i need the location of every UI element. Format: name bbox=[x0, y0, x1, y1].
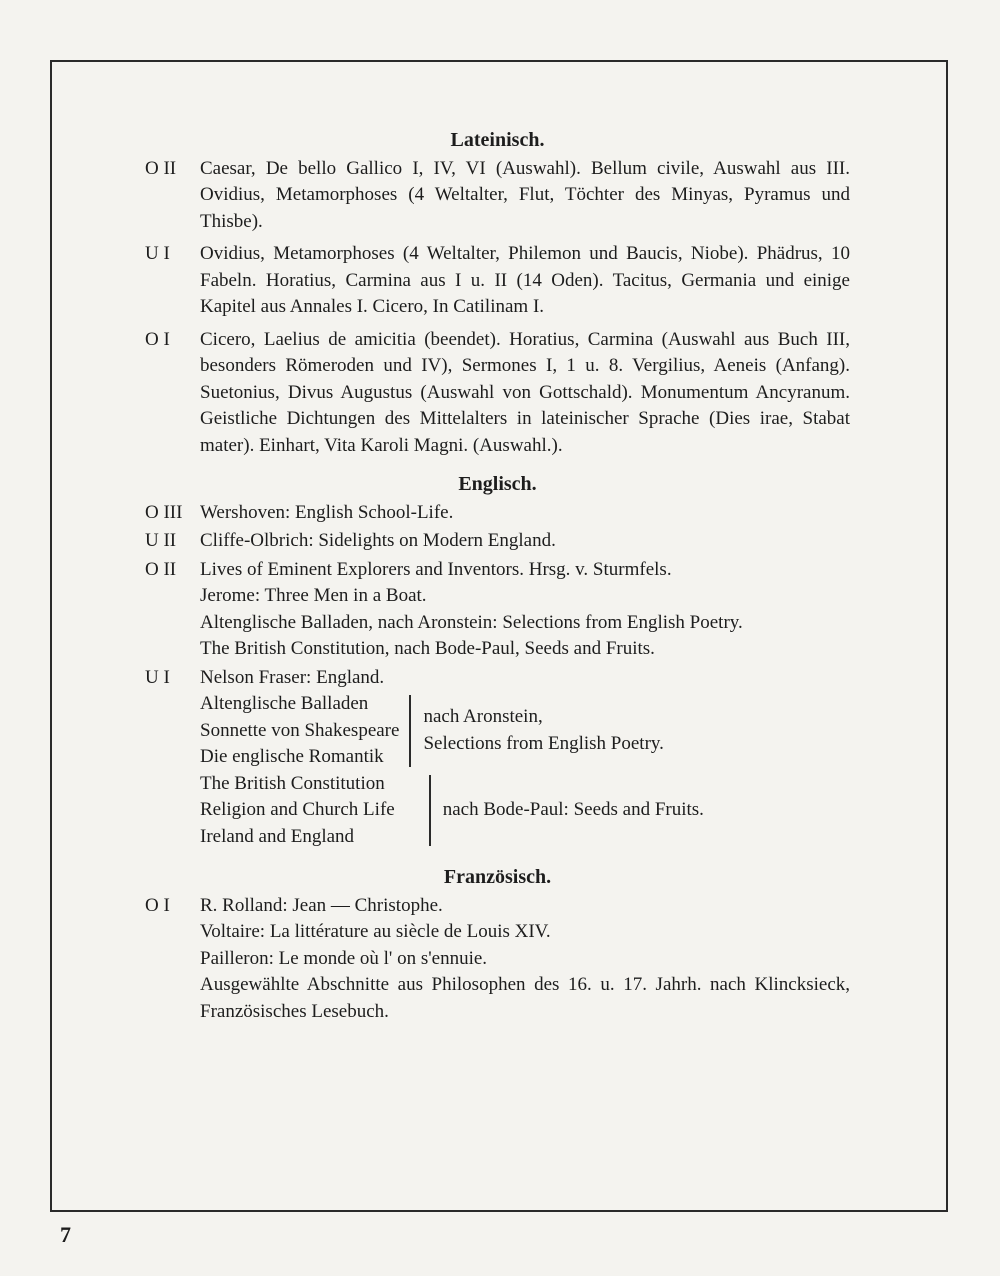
latin-entry-o2 bbox=[145, 156, 850, 236]
entry-line: Ausgewählte Abschnitte aus Philosophen des 16. u. 17. Jahrh. nach Klincksieck, Französisches Lesebuch. bbox=[200, 974, 850, 1022]
entry-line: R. Rolland: Jean — Christophe. bbox=[200, 894, 443, 916]
group-source: nach Bode-Paul: Seeds and Fruits. bbox=[442, 799, 704, 820]
entry-text: Caesar, De bello Gallico I, IV, VI (Auswahl). Bellum civile, Auswahl aus III. Ovidius, Metamorphoses (4 Weltalter, Flut, Töchter des Minyas, Pyramus und Thisbe). bbox=[200, 157, 850, 232]
form-label: O III bbox=[145, 501, 183, 523]
entry-line: Lives of Eminent Explorers and Inventors. Hrsg. v. Sturmfels. bbox=[200, 558, 672, 580]
entry-line: Altenglische Balladen, nach Aronstein: Selections from English Poetry. bbox=[200, 611, 743, 633]
heading-english: Englisch. bbox=[458, 473, 537, 495]
entry-text: Cicero, Laelius de amicitia (beendet). Horatius, Carmina (Auswahl aus Buch III, besonders Römeroden und IV), Sermones I, 1 u. 8. Vergilius, Aeneis (Anfang). Suetonius, Divus Augustus (Auswahl von Gottschald). Monumentum Ancyranum. Geistliche Dichtungen des Mittelalters in lateinischer Sprache (Dies irae, Stabat mater). Einhart, Vita Karoli Magni. (Auswahl.). bbox=[200, 328, 850, 456]
group-item: The British Constitution bbox=[200, 772, 385, 794]
brace-line bbox=[409, 695, 411, 767]
page-number: 7 bbox=[60, 1222, 71, 1247]
latin-entry-o1 bbox=[145, 327, 850, 460]
entry-line: Voltaire: La littérature au siècle de Louis XIV. bbox=[200, 921, 551, 942]
entry-line: Nelson Fraser: England. bbox=[200, 666, 385, 688]
group-source: nach Aronstein, bbox=[423, 706, 543, 728]
heading-latin: Lateinisch. bbox=[450, 129, 545, 151]
document-body bbox=[145, 127, 850, 1027]
entry-line: The British Constitution, nach Bode-Paul, Seeds and Fruits. bbox=[200, 638, 655, 659]
english-entry-u1 bbox=[145, 665, 850, 692]
form-label: O II bbox=[145, 558, 177, 580]
brace-line bbox=[429, 775, 431, 847]
group-item: Ireland and England bbox=[200, 825, 355, 847]
latin-entry-u1 bbox=[145, 241, 850, 321]
group-source: Selections from English Poetry. bbox=[423, 732, 664, 754]
form-label: U II bbox=[145, 530, 177, 551]
french-entry-o1 bbox=[145, 893, 850, 1026]
entry-line: Pailleron: Le monde où l' on s'ennuie. bbox=[200, 947, 488, 969]
form-label: O II bbox=[145, 157, 177, 179]
heading-french: Französisch. bbox=[443, 866, 552, 888]
form-label: U I bbox=[145, 666, 170, 688]
entry-text: Cliffe-Olbrich: Sidelights on Modern England. bbox=[200, 530, 556, 551]
group-item: Sonnette von Shakespeare bbox=[200, 719, 400, 741]
group-item: Religion and Church Life bbox=[200, 799, 395, 820]
group-item: Altenglische Balladen bbox=[200, 693, 369, 714]
group-item: Die englische Romantik bbox=[200, 746, 384, 767]
form-label: O I bbox=[145, 328, 170, 350]
form-label: O I bbox=[145, 894, 170, 916]
english-entry-o3 bbox=[145, 500, 850, 527]
english-entry-u2 bbox=[145, 528, 850, 555]
english-u1-group-bodepaul bbox=[200, 771, 850, 851]
entry-text: Ovidius, Metamorphoses (4 Weltalter, Philemon und Baucis, Niobe). Phädrus, 10 Fabeln. Horatius, Carmina aus I u. II (14 Oden). Tacitus, Germania und einige Kapitel aus Annales I. Cicero, In Catilinam I. bbox=[200, 243, 850, 317]
entry-text: Wershoven: English School-Life. bbox=[200, 501, 454, 523]
english-u1-group-aronstein bbox=[200, 691, 850, 771]
entry-line: Jerome: Three Men in a Boat. bbox=[200, 585, 427, 606]
english-entry-o2 bbox=[145, 557, 850, 663]
form-label: U I bbox=[145, 243, 170, 264]
